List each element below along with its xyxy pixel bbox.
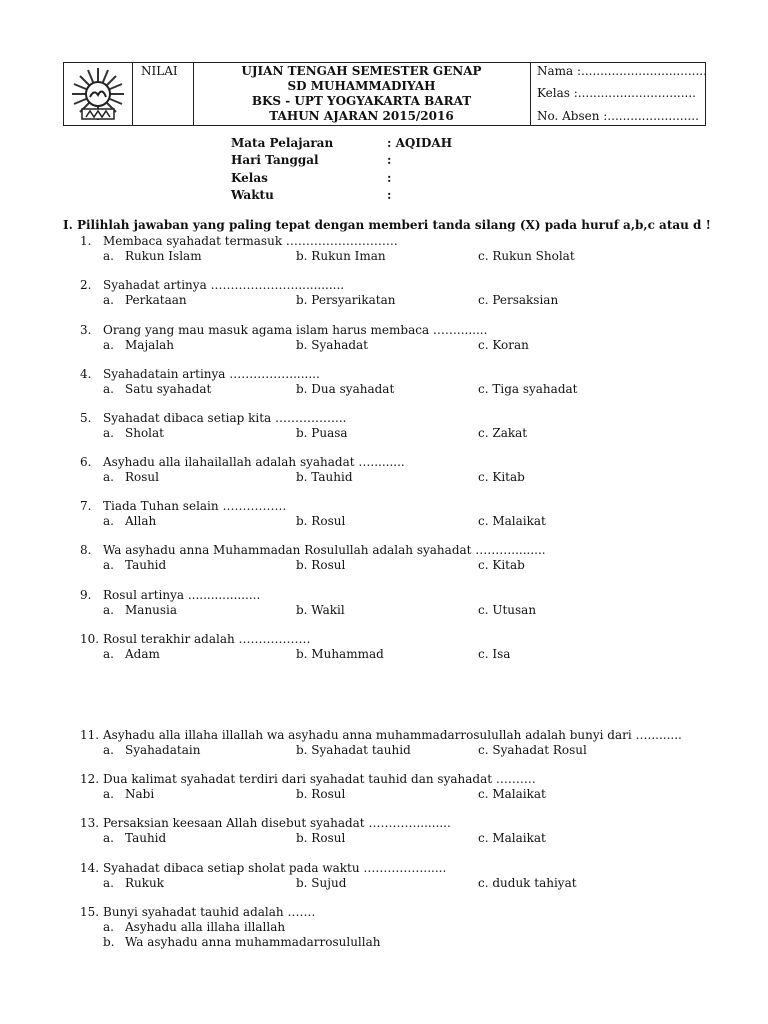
title-line-4: TAHUN AJARAN 2015/2016 [269,109,454,123]
question-text: Syahadat artinya …………………............. [103,278,345,292]
option-c[interactable]: c. Isa [478,647,511,661]
question-text: Orang yang mau masuk agama islam harus membaca ……........ [103,323,488,337]
nilai-label: NILAI [141,64,178,78]
option-c[interactable]: c. Kitab [478,470,525,484]
question-number: 5. [80,411,92,425]
question-text: Rosul terakhir adalah ……………… [103,632,311,646]
question-number: 15. [80,905,100,919]
option-b[interactable]: b. Persyarikatan [296,293,396,307]
question-number: 8. [80,543,92,557]
question-number: 4. [80,367,92,381]
question-text: Dua kalimat syahadat terdiri dari syahadat tauhid dan syahadat ………. [103,772,536,786]
option-c[interactable]: c. Persaksian [478,293,559,307]
nama-field[interactable]: Nama :................................. [537,64,707,78]
question-text: Syahadatain artinya ……………........ [103,367,320,381]
option-letter: a. [103,603,114,617]
question-text: Persaksian keesaan Allah disebut syahadat …………......... [103,816,451,830]
option-letter: a. [103,470,114,484]
question-number: 6. [80,455,92,469]
option-a-text: Manusia [125,603,178,617]
option-letter: a. [103,876,114,890]
question-number: 11. [80,728,100,742]
option-c[interactable]: c. duduk tahiyat [478,876,577,890]
option-b[interactable]: b. Rosul [296,787,346,801]
question-number: 10. [80,632,100,646]
option-b[interactable]: b. Wakil [296,603,345,617]
question-number: 14. [80,861,100,875]
option-letter: a. [103,293,114,307]
option-c[interactable]: c. Syahadat Rosul [478,743,587,757]
absen-field[interactable]: No. Absen :........................ [537,109,699,123]
option-a-text: Nabi [125,787,155,801]
option-c[interactable]: c. Rukun Sholat [478,249,575,263]
title-cell [193,63,531,125]
question-text: Syahadat dibaca setiap kita ……………... [103,411,347,425]
option-a-text: Rukun Islam [125,249,202,263]
option-c[interactable]: c. Malaikat [478,787,546,801]
meta-value: : AQIDAH [387,136,453,150]
muhammadiyah-logo [68,65,128,123]
option-letter: a. [103,920,114,934]
question-text: Wa asyhadu anna Muhammadan Rosulullah adalah syahadat ………......... [103,543,546,557]
option-b[interactable]: b. Syahadat tauhid [296,743,411,757]
option-letter: a. [103,426,114,440]
question-number: 12. [80,772,100,786]
exam-title [193,63,530,124]
option-c[interactable]: c. Zakat [478,426,528,440]
option-letter: a. [103,787,114,801]
option-b[interactable]: b. Rukun Iman [296,249,386,263]
option-letter: a. [103,558,114,572]
question-text: Tiada Tuhan selain ……………. [103,499,287,513]
logo-cell [64,63,133,125]
question-text: Asyhadu alla ilahailallah adalah syahadat …......... [103,455,405,469]
meta-value: : [387,153,392,167]
option-b[interactable]: b. Rosul [296,558,346,572]
title-line-3: BKS - UPT YOGYAKARTA BARAT [251,94,472,108]
nilai-cell [132,63,194,125]
question-text: Membaca syahadat termasuk ………………………. [103,234,398,248]
option-a-text: Tauhid [125,831,167,845]
meta-label: Waktu [231,188,274,202]
question-text: Syahadat dibaca setiap sholat pada waktu ……………...... [103,861,447,875]
option-c[interactable]: c. Malaikat [478,831,546,845]
header-table [63,62,706,126]
student-info-cell [530,63,705,125]
option-letter: a. [103,338,114,352]
option-letter: a. [103,514,114,528]
option-a-text: Rosul [125,470,159,484]
meta-label: Hari Tanggal [231,153,319,167]
question-text: Rosul artinya ................... [103,588,261,602]
option-c[interactable]: c. Utusan [478,603,537,617]
meta-value: : [387,188,392,202]
question-number: 2. [80,278,92,292]
question-number: 9. [80,588,92,602]
option-b[interactable]: b. Rosul [296,831,346,845]
option-a-text: Sholat [125,426,164,440]
option-b[interactable]: b. Tauhid [296,470,353,484]
option-b[interactable]: b. Sujud [296,876,347,890]
question-number: 13. [80,816,100,830]
kelas-field[interactable]: Kelas :............................... [537,86,696,100]
meta-label: Mata Pelajaran [231,136,334,150]
option-a-text: Perkataan [125,293,187,307]
option-letter: a. [103,382,114,396]
option-a-text: Tauhid [125,558,167,572]
option-c[interactable]: c. Kitab [478,558,525,572]
option-a-text: Adam [125,647,160,661]
meta-value: : [387,171,392,185]
option-b[interactable]: b. Syahadat [296,338,369,352]
instruction: I. Pilihlah jawaban yang paling tepat dengan memberi tanda silang (X) pada huruf a,b,c atau d ! [63,218,711,232]
question-number: 1. [80,234,92,248]
option-a-text: Allah [125,514,157,528]
title-line-2: SD MUHAMMADIYAH [287,79,436,93]
question-number: 7. [80,499,92,513]
option-a-text: Syahadatain [125,743,201,757]
option-a-text: Majalah [125,338,175,352]
option-letter: a. [103,647,114,661]
option-b[interactable]: b. Muhammad [296,647,384,661]
option-b-text: Wa asyhadu anna muhammadarrosulullah [125,935,381,949]
option-c[interactable]: c. Koran [478,338,529,352]
meta-label: Kelas [231,171,268,185]
option-b[interactable]: b. Rosul [296,514,346,528]
option-letter: a. [103,743,114,757]
question-text: Asyhadu alla illaha illallah wa asyhadu anna muhammadarrosulullah adalah bunyi dari …......... [103,728,682,742]
question-text: Bunyi syahadat tauhid adalah ……. [103,905,316,919]
option-c[interactable]: c. Malaikat [478,514,546,528]
option-b[interactable]: b. Puasa [296,426,348,440]
option-c[interactable]: c. Tiga syahadat [478,382,578,396]
option-letter: a. [103,831,114,845]
title-line-1: UJIAN TENGAH SEMESTER GENAP [241,64,482,78]
option-letter: b. [103,935,115,949]
option-a-text: Rukuk [125,876,165,890]
option-a-text: Asyhadu alla illaha illallah [125,920,286,934]
option-b[interactable]: b. Dua syahadat [296,382,395,396]
question-number: 3. [80,323,92,337]
option-a-text: Satu syahadat [125,382,212,396]
option-letter: a. [103,249,114,263]
